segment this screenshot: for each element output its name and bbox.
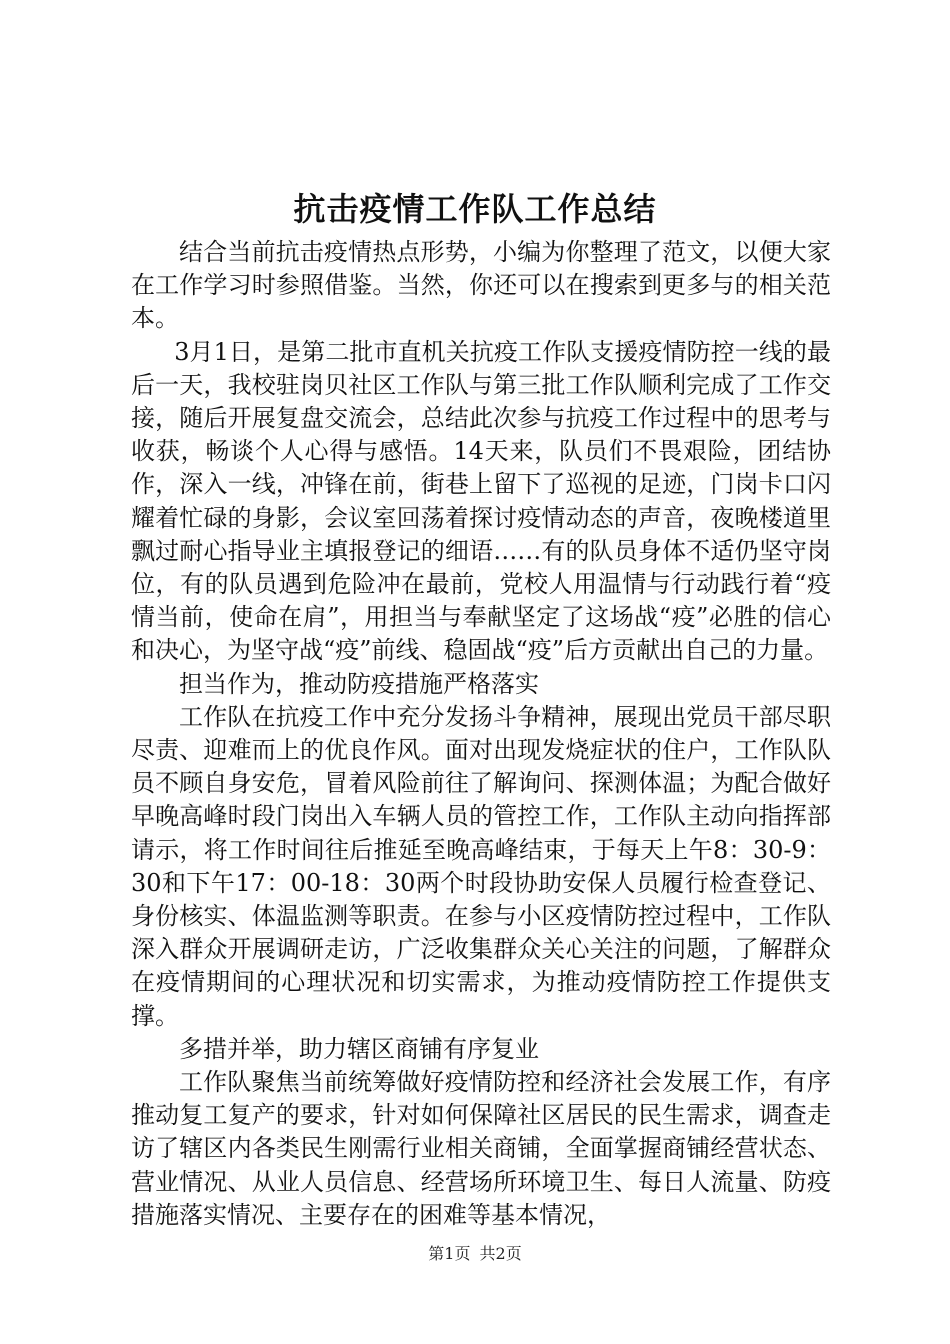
intro-paragraph: 结合当前抗击疫情热点形势，小编为你整理了范文，以便大家在工作学习时参照借鉴。当然，你还可以在搜索到更多与的相关范本。 (131, 238, 831, 333)
summary-paragraph: 3月1日，是第二批市直机关抗疫工作队支援疫情防控一线的最后一天，我校驻岗贝社区工作队与第三批工作队顺利完成了工作交接，随后开展复盘交流会，总结此次参与抗疫工作过程中的思考与收获，畅谈个人心得与感悟。14天来，队员们不畏艰险，团结协作，深入一线，冲锋在前，街巷上留下了巡视的足迹，门岗卡口闪耀着忙碌的身影，会议室回荡着探讨疫情动态的声音，夜晚楼道里飘过耐心指导业主填报登记的细语……有的队员身体不适仍坚守岗位，有的队员遇到危险冲在最前，党校人用温情与行动践行着“疫情当前，使命在肩”，用担当与奉献坚定了这场战“疫”必胜的信心和决心，为坚守战“疫”前线、稳固战“疫”后方贡献出自己的力量。 (131, 337, 831, 665)
section-heading-responsibility: 担当作为，推动防疫措施严格落实 (179, 669, 539, 698)
page-footer (0, 1244, 950, 1264)
page-total: 共2页 (479, 1244, 522, 1263)
reopening-paragraph: 工作队聚焦当前统筹做好疫情防控和经济社会发展工作，有序推动复工复产的要求，针对如何保障社区居民的民生需求，调查走访了辖区内各类民生刚需行业相关商铺，全面掌握商铺经营状态、营业情况、从业人员信息、经营场所环境卫生、每日人流量、防疫措施落实情况、主要存在的困难等基本情况， (131, 1068, 831, 1229)
document-body (131, 236, 831, 1232)
section-heading-reopening: 多措并举，助力辖区商铺有序复业 (179, 1034, 539, 1063)
document-title: 抗击疫情工作队工作总结 (293, 190, 657, 228)
responsibility-paragraph: 工作队在抗疫工作中充分发扬斗争精神，展现出党员干部尽职尽责、迎难而上的优良作风。面对出现发烧症状的住户，工作队队员不顾自身安危，冒着风险前往了解询问、探测体温；为配合做好早晚高峰时段门岗出入车辆人员的管控工作，工作队主动向指挥部请示，将工作时间往后推延至晚高峰结束，于每天上午8：30-9：30和下午17：00-18：30两个时段协助安保人员履行检查登记、身份核实、体温监测等职责。在参与小区疫情防控过程中，工作队深入群众开展调研走访，广泛收集群众关心关注的问题，了解群众在疫情期间的心理状况和切实需求，为推动疫情防控工作提供支撑。 (131, 702, 831, 1030)
page-number: 第1页 (428, 1244, 471, 1263)
